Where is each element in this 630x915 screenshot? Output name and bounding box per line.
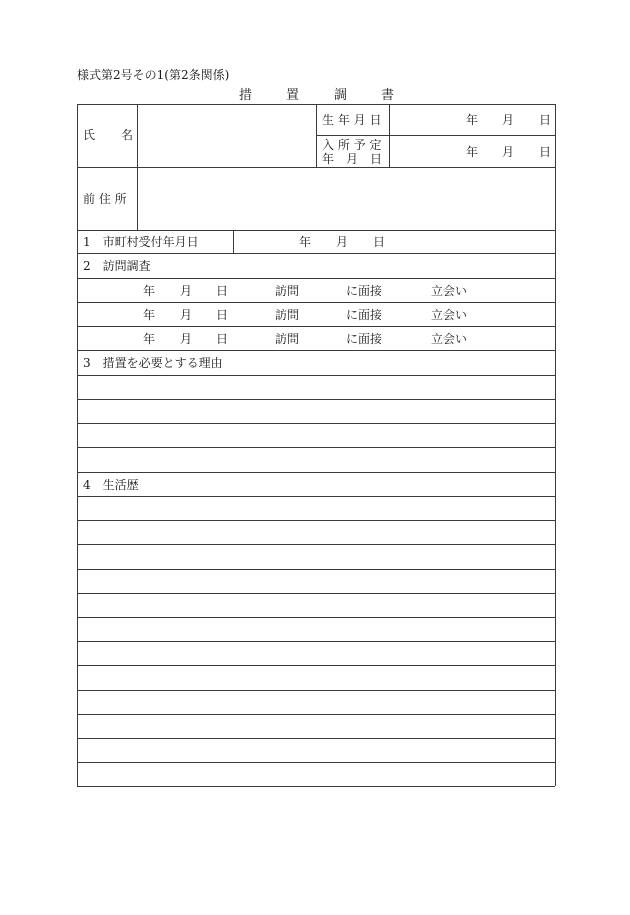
title-char: 書 xyxy=(381,88,395,103)
attendance-text: 立会い xyxy=(431,308,468,322)
row-line xyxy=(77,253,555,254)
history-blank-line[interactable] xyxy=(78,691,555,714)
row-line xyxy=(77,278,555,279)
reason-blank-line[interactable] xyxy=(78,424,555,447)
history-blank-line[interactable] xyxy=(78,618,555,641)
history-blank-line[interactable] xyxy=(78,521,555,544)
header-divider xyxy=(316,135,555,136)
section1-divider xyxy=(233,230,234,253)
history-blank-line[interactable] xyxy=(78,739,555,762)
section4-label: 4 生活歴 xyxy=(83,478,139,492)
header-divider xyxy=(77,167,555,168)
history-blank-line[interactable] xyxy=(78,545,555,568)
date-year: 年 xyxy=(466,145,479,159)
history-blank-line[interactable] xyxy=(78,763,555,786)
date-year: 年 xyxy=(299,235,312,249)
date-year: 年 xyxy=(143,332,156,346)
date-day: 日 xyxy=(539,145,552,159)
date-year: 年 xyxy=(143,308,156,322)
date-day: 日 xyxy=(216,332,229,346)
visit-text: 訪問 xyxy=(275,284,300,298)
interview-text: に面接 xyxy=(346,284,383,298)
birth-date-label: 生 年 月 日 xyxy=(322,113,382,127)
title-char: 調 xyxy=(334,88,348,103)
date-day: 日 xyxy=(539,113,552,127)
section3-label: 3 措置を必要とする理由 xyxy=(83,356,223,370)
previous-address-label: 前 住 所 xyxy=(83,192,127,206)
date-month: 月 xyxy=(180,308,193,322)
row-line xyxy=(77,472,555,473)
visit-text: 訪問 xyxy=(275,332,300,346)
history-blank-line[interactable] xyxy=(78,594,555,617)
history-blank-line[interactable] xyxy=(78,570,555,593)
date-day: 日 xyxy=(216,308,229,322)
section1-label: 1 市町村受付年月日 xyxy=(83,235,199,249)
date-month: 月 xyxy=(336,235,349,249)
date-day: 日 xyxy=(373,235,386,249)
section2-label: 2 訪問調査 xyxy=(83,259,151,273)
name-field[interactable] xyxy=(139,106,315,166)
attendance-text: 立会い xyxy=(431,284,468,298)
date-year: 年 xyxy=(466,113,479,127)
date-month: 月 xyxy=(502,113,515,127)
row-line xyxy=(77,302,555,303)
admission-date-label: 入 所 予 定 xyxy=(322,138,382,152)
interview-text: に面接 xyxy=(346,308,383,322)
attendance-text: 立会い xyxy=(431,332,468,346)
form-reference: 様式第2号その1(第2条関係) xyxy=(77,68,230,82)
table-border-bottom xyxy=(77,786,555,787)
name-label: 氏 xyxy=(83,128,96,142)
visit-text: 訪問 xyxy=(275,308,300,322)
table-border-right xyxy=(555,104,556,786)
date-month: 月 xyxy=(180,284,193,298)
admission-date-label: 年 月 日 xyxy=(322,152,383,166)
history-blank-line[interactable] xyxy=(78,715,555,738)
reason-blank-line[interactable] xyxy=(78,448,555,471)
history-blank-line[interactable] xyxy=(78,642,555,665)
history-blank-line[interactable] xyxy=(78,666,555,689)
interview-text: に面接 xyxy=(346,332,383,346)
row-line xyxy=(77,230,555,231)
row-line xyxy=(77,326,555,327)
name-label: 名 xyxy=(121,128,134,142)
date-month: 月 xyxy=(180,332,193,346)
title-char: 措 xyxy=(239,88,253,103)
row-line xyxy=(77,350,555,351)
title-char: 置 xyxy=(286,88,300,103)
reason-blank-line[interactable] xyxy=(78,400,555,423)
reason-blank-line[interactable] xyxy=(78,376,555,399)
date-month: 月 xyxy=(502,145,515,159)
date-day: 日 xyxy=(216,284,229,298)
previous-address-field[interactable] xyxy=(139,169,553,229)
history-blank-line[interactable] xyxy=(78,497,555,520)
date-year: 年 xyxy=(143,284,156,298)
